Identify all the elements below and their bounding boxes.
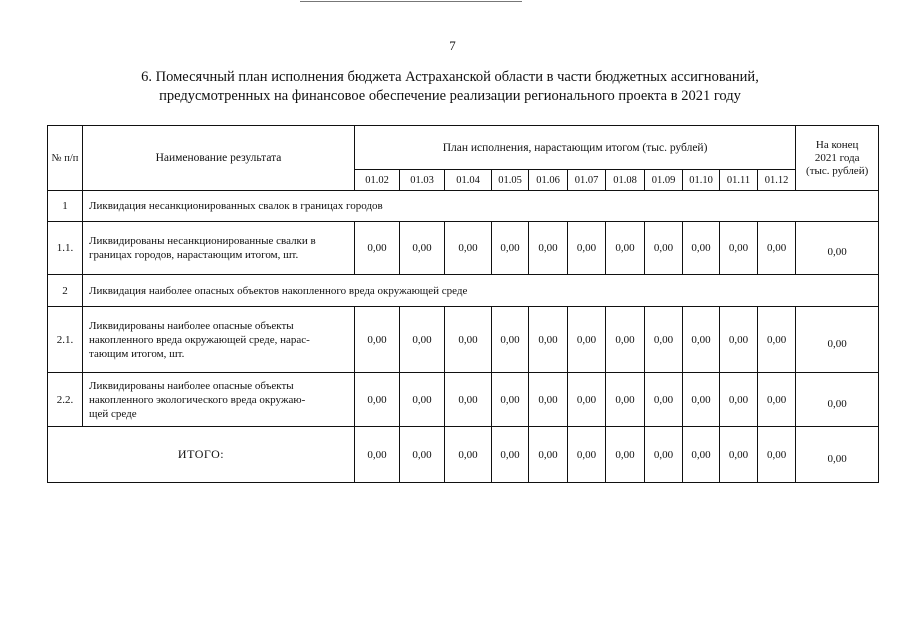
total-value: 0,00 (568, 427, 606, 483)
month-value: 0,00 (720, 373, 758, 427)
month-value: 0,00 (400, 373, 445, 427)
header-year-end-line-2: 2021 года (814, 151, 860, 164)
header-year-end (796, 126, 879, 191)
month-value: 0,00 (445, 307, 492, 373)
month-header: 01.11 (720, 170, 758, 191)
month-value: 0,00 (355, 307, 400, 373)
month-header: 01.06 (529, 170, 568, 191)
heading-line-2: предусмотренных на финансовое обеспечение реализации регионального проекта в 2021 году (159, 88, 741, 104)
result-name (83, 373, 355, 427)
month-value: 0,00 (568, 373, 606, 427)
month-value: 0,00 (606, 222, 645, 275)
month-value: 0,00 (720, 222, 758, 275)
month-value: 0,00 (683, 222, 720, 275)
year-end-value: 0,00 (796, 373, 879, 427)
month-header: 01.03 (400, 170, 445, 191)
result-name-line: тающим итогом, шт. (89, 347, 185, 360)
month-value: 0,00 (645, 222, 683, 275)
result-name-line: Ликвидированы наиболее опасные объекты (89, 319, 294, 332)
total-value: 0,00 (758, 427, 796, 483)
month-value: 0,00 (355, 373, 400, 427)
month-value: 0,00 (445, 373, 492, 427)
top-divider (300, 1, 522, 2)
month-value: 0,00 (492, 373, 529, 427)
month-value: 0,00 (683, 373, 720, 427)
month-value: 0,00 (606, 307, 645, 373)
total-value: 0,00 (492, 427, 529, 483)
month-header: 01.05 (492, 170, 529, 191)
month-header: 01.12 (758, 170, 796, 191)
month-header: 01.10 (683, 170, 720, 191)
total-value: 0,00 (645, 427, 683, 483)
month-value: 0,00 (400, 307, 445, 373)
section-number: 2 (48, 275, 83, 307)
total-year-end-value: 0,00 (796, 427, 879, 483)
month-value: 0,00 (720, 307, 758, 373)
header-plan: План исполнения, нарастающим итогом (тыс. рублей) (355, 126, 796, 170)
page-number: 7 (449, 38, 456, 53)
year-end-value: 0,00 (796, 307, 879, 373)
month-value: 0,00 (568, 222, 606, 275)
result-name (83, 307, 355, 373)
month-value: 0,00 (568, 307, 606, 373)
month-value: 0,00 (529, 307, 568, 373)
total-value: 0,00 (529, 427, 568, 483)
result-name (83, 222, 355, 275)
total-value: 0,00 (683, 427, 720, 483)
header-year-end-line-3: (тыс. рублей) (806, 164, 869, 177)
total-value: 0,00 (445, 427, 492, 483)
header-year-end-line-1: На конец (815, 138, 859, 151)
month-value: 0,00 (492, 307, 529, 373)
result-name-line: границах городов, нарастающим итогом, шт. (89, 249, 299, 261)
month-header: 01.09 (645, 170, 683, 191)
row-number: 2.1. (48, 307, 83, 373)
row-number: 2.2. (48, 373, 83, 427)
month-value: 0,00 (355, 222, 400, 275)
total-value: 0,00 (720, 427, 758, 483)
result-name-line: накопленного вреда окружающей среде, нарас- (89, 333, 310, 346)
total-label: ИТОГО: (48, 427, 355, 483)
section-title: Ликвидация наиболее опасных объектов накопленного вреда окружающей среде (83, 275, 879, 307)
month-value: 0,00 (758, 307, 796, 373)
month-value: 0,00 (758, 373, 796, 427)
month-header: 01.08 (606, 170, 645, 191)
month-value: 0,00 (400, 222, 445, 275)
result-name-line: Ликвидированы наиболее опасные объекты (89, 379, 294, 392)
header-result-name: Наименование результата (83, 126, 355, 191)
month-value: 0,00 (645, 307, 683, 373)
result-name-line: щей среде (89, 407, 137, 420)
total-value: 0,00 (400, 427, 445, 483)
month-value: 0,00 (445, 222, 492, 275)
month-header: 01.02 (355, 170, 400, 191)
month-value: 0,00 (529, 222, 568, 275)
month-value: 0,00 (529, 373, 568, 427)
total-value: 0,00 (606, 427, 645, 483)
month-value: 0,00 (492, 222, 529, 275)
year-end-value: 0,00 (796, 222, 879, 275)
result-name-line: накопленного экологического вреда окружаю- (89, 393, 306, 406)
month-value: 0,00 (683, 307, 720, 373)
month-value: 0,00 (758, 222, 796, 275)
section-title: Ликвидация несанкционированных свалок в границах городов (83, 191, 879, 222)
heading-line-1: 6. Помесячный план исполнения бюджета Астраханской области в части бюджетных ассигнований, (141, 69, 759, 85)
row-number: 1.1. (48, 222, 83, 275)
header-num: № п/п (48, 126, 83, 191)
budget-plan-table (47, 125, 879, 483)
section-number: 1 (48, 191, 83, 222)
total-value: 0,00 (355, 427, 400, 483)
month-header: 01.07 (568, 170, 606, 191)
section-heading (60, 68, 840, 106)
month-value: 0,00 (645, 373, 683, 427)
month-header: 01.04 (445, 170, 492, 191)
result-name-line: Ликвидированы несанкционированные свалки в (89, 235, 316, 247)
month-value: 0,00 (606, 373, 645, 427)
